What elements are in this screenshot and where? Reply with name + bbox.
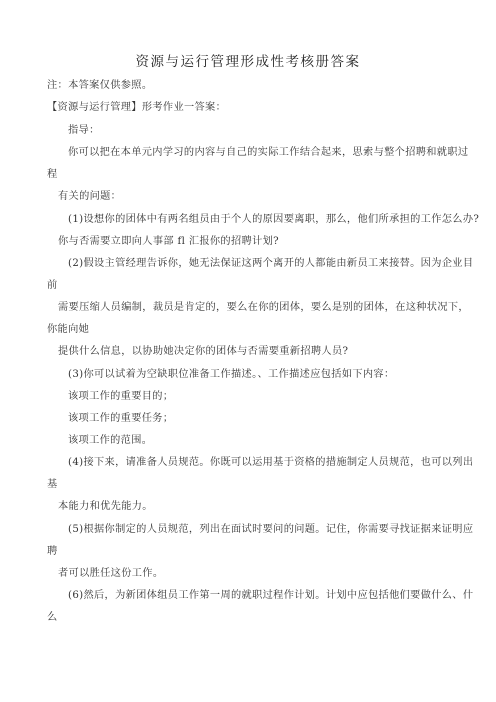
- question-3-item: 该项工作的范围。: [68, 435, 153, 446]
- question-1-line: (1)设想你的团体中有两名组员由于个人的原因要离职，那么，他们所承担的工作怎么办?: [68, 214, 480, 225]
- question-6-line: (6)然后，为新团体组员工作第一周的就职过程作计划。计划中应包括他们要做什么、什: [68, 590, 474, 601]
- question-2-line: (2)假设主管经理告诉你，她无法保证这两个离开的人都能由新员工来接替。因为企业目: [68, 258, 474, 269]
- paragraph-line: 程: [47, 169, 58, 180]
- question-4-line: 基: [47, 479, 58, 490]
- guidance-label: 指导：: [68, 125, 100, 136]
- question-5-line: 聘: [47, 546, 58, 557]
- question-5-line: 者可以胜任这份工作。: [58, 568, 164, 579]
- paragraph-line: 有关的问题：: [58, 191, 122, 202]
- document-title: 资源与运行管理形成性考核册答案: [135, 54, 361, 70]
- question-4-line: 本能力和优先能力。: [58, 501, 153, 512]
- section-heading: 【资源与运行管理】形考作业一答案：: [47, 102, 227, 113]
- question-3-item: 该项工作的重要任务；: [68, 413, 174, 424]
- paragraph-line: 你可以把在本单元内学习的内容与自己的实际工作结合起来，思索与整个招聘和就职过: [68, 147, 469, 158]
- question-2-line: 提供什么信息，以协助她决定你的团体与否需要重新招聘人员?: [58, 346, 349, 357]
- question-3-line: (3)你可以试着为空缺职位准备工作描述。、工作描述应包括如下内容：: [68, 369, 395, 380]
- question-5-line: (5)根据你制定的人员规范，列出在面试时要问的问题。记住，你需要寻找证据来证明应: [68, 524, 474, 535]
- question-3-item: 该项工作的重要目的；: [68, 391, 174, 402]
- note-line: 注：本答案仅供参照。: [47, 80, 153, 91]
- question-2-line: 需要压缩人员编制，裁员是肯定的，要么在你的团体，要么是别的团体，在这种状况下，: [58, 302, 469, 313]
- question-1-line: 你与否需要立即向人事部 fl 汇报你的招聘计划?: [58, 236, 279, 247]
- question-6-line: 么: [47, 612, 58, 623]
- question-2-line: 你能向她: [47, 324, 90, 335]
- question-4-line: (4)接下来，请准备人员规范。你既可以运用基于资格的措施制定人员规范，也可以列出: [68, 457, 474, 468]
- question-2-line: 前: [47, 280, 58, 291]
